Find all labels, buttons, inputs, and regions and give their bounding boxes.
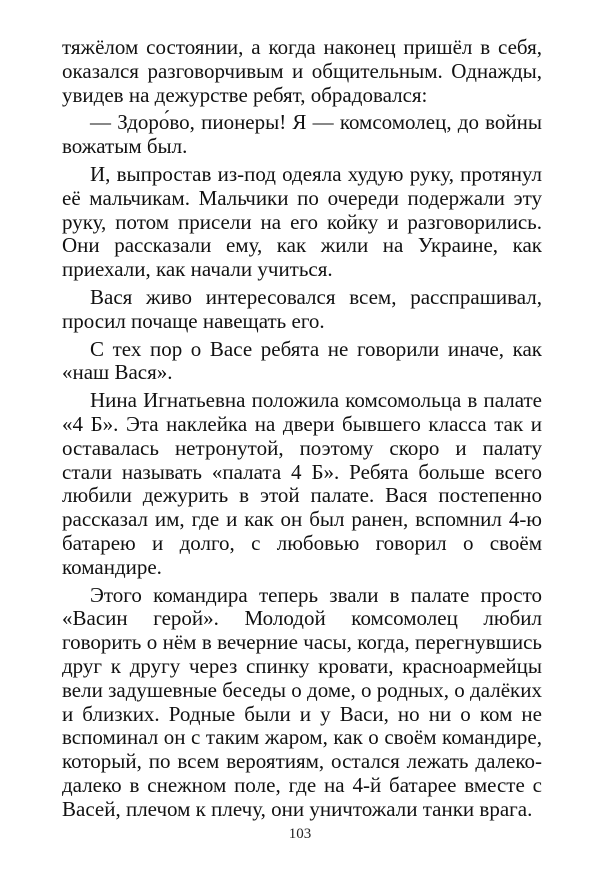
page-number: 103	[288, 826, 312, 842]
body-text	[62, 36, 542, 826]
paragraph-dialogue: — Здоро́во, пионеры! Я — комсомолец, до войны вожатым был.	[62, 110, 542, 159]
paragraph: С тех пор о Васе ребята не говорили иначе, как «наш Вася».	[62, 336, 542, 385]
paragraph: Этого командира теперь звали в палате просто «Васин герой». Молодой комсомолец любил говорить о нём в вечерние часы, когда, перегнувшись друг к другу через спинку кровати, красноармейцы вели задушевные беседы о доме, о родных, о далёких и близких. Родные были и у Васи, но ни о ком не вспоминал он с таким жаром, как о своём командире, который, по всем вероятиям, остался лежать далеко-далеко в снежном поле, где на 4-й батарее вместе с Васей, плечом к плечу, они уничтожали танки врага.	[62, 582, 542, 821]
paragraph-continuation: тяжёлом состоянии, а когда наконец пришёл в себя, оказался разговорчивым и общительным. Однажды, увидев на дежурстве ребят, обрадовался:	[62, 35, 542, 107]
paragraph: И, выпростав из-под одеяла худую руку, протянул её мальчикам. Мальчики по очереди подержали эту руку, потом присели на его койку и разговорились. Они рассказали ему, как жили на Украине, как приехали, как начали учиться.	[62, 161, 542, 282]
paragraph: Вася живо интересовался всем, расспрашивал, просил почаще навещать его.	[62, 284, 542, 333]
paragraph: Нина Игнатьевна положила комсомольца в палате «4 Б». Эта наклейка на двери бывшего класса так и оставалась нетронутой, поэтому скоро и палату стали называть «палата 4 Б». Ребята больше всего любили дежурить в этой палате. Вася постепенно рассказал им, где и как он был ранен, вспомнил 4-ю батарею и долго, с любовью говорил о своём командире.	[62, 388, 542, 579]
